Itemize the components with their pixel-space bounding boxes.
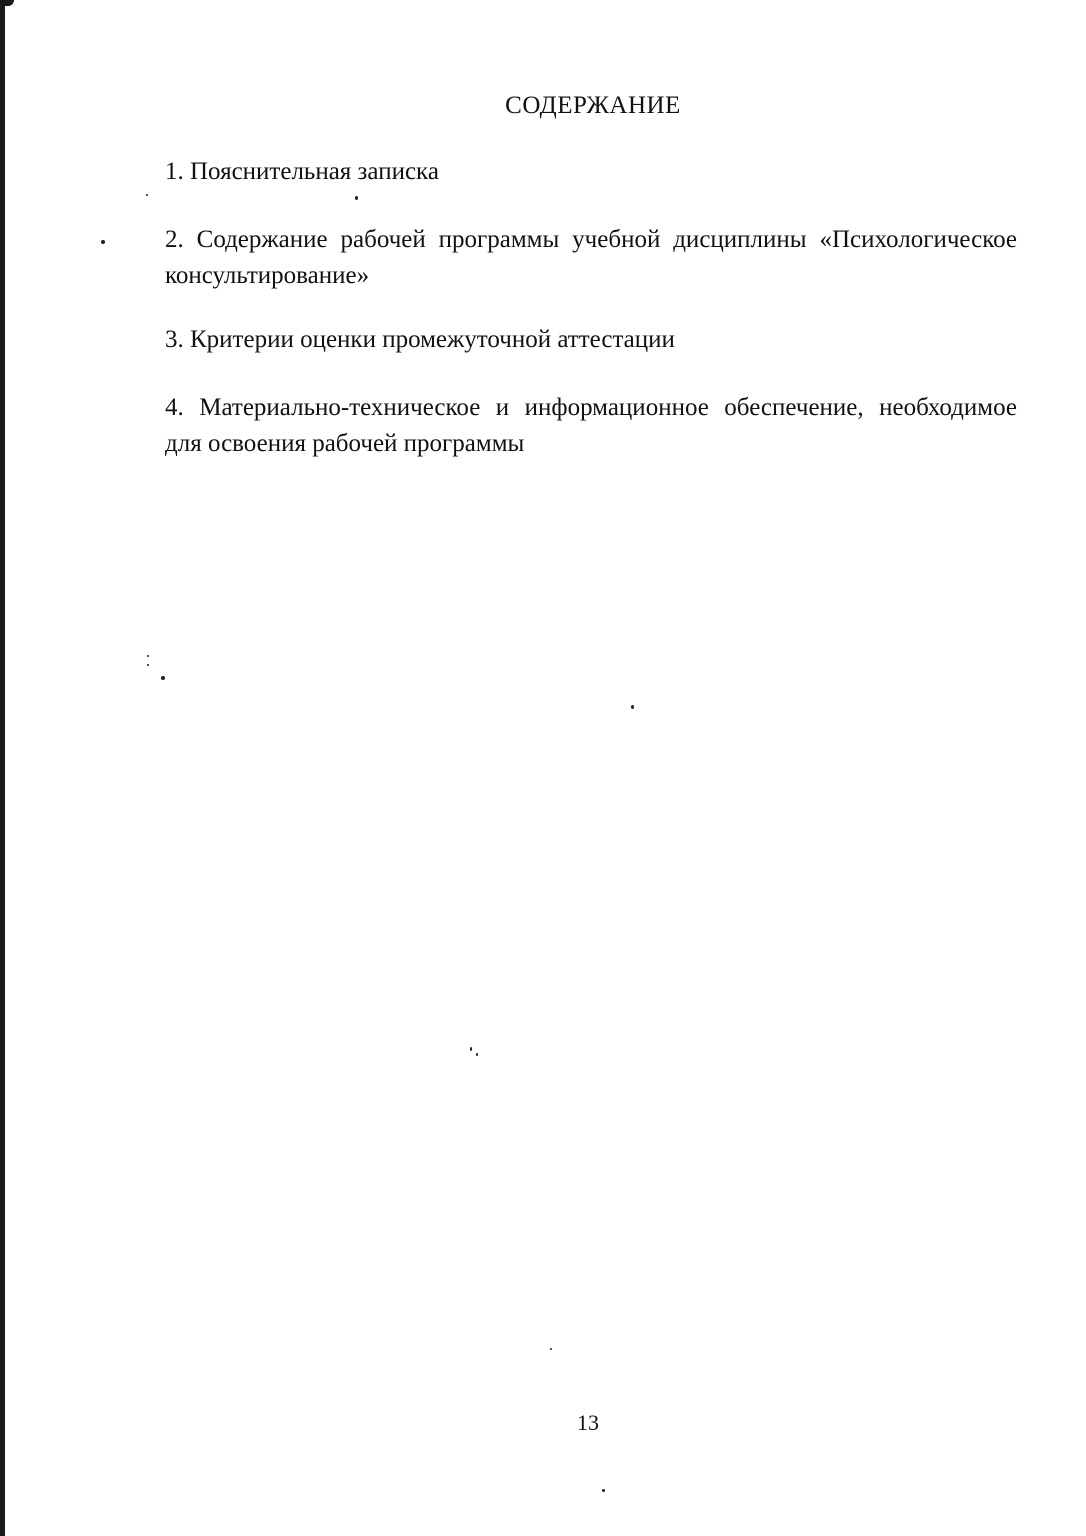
scan-speck (101, 240, 105, 244)
page-number: 13 (577, 1410, 599, 1435)
toc-item-4-line-2: для освоения рабочей программы (165, 430, 525, 457)
toc-item-1-line-1: 1. Пояснительная записка (165, 158, 439, 185)
toc-item-2-line-1: 2. Содержание рабочей программы учебной дисциплины «Психологическое (165, 226, 1017, 253)
scan-speck (147, 655, 149, 657)
toc-item-2 (165, 222, 1017, 294)
scan-speck (470, 1047, 472, 1051)
toc-item-4 (165, 390, 1017, 462)
toc-item-1 (165, 154, 1017, 190)
scan-speck (146, 194, 148, 196)
scan-speck (550, 1348, 552, 1350)
page-title: СОДЕРЖАНИЕ (505, 92, 681, 119)
toc-item-2-line-2: консультирование» (165, 262, 370, 289)
scan-speck (631, 705, 634, 709)
scan-speck (355, 196, 358, 200)
toc-item-4-line-1: 4. Материально-техническое и информационное обеспечение, необходимое (165, 394, 1017, 421)
scan-left-edge (0, 0, 5, 1536)
scan-speck (161, 676, 165, 680)
scan-speck (476, 1053, 478, 1056)
toc-item-3-line-1: 3. Критерии оценки промежуточной аттестации (165, 326, 675, 353)
toc-item-3 (165, 322, 1017, 358)
scan-speck (147, 664, 149, 666)
scan-corner (0, 0, 14, 6)
scan-speck (602, 1489, 605, 1492)
